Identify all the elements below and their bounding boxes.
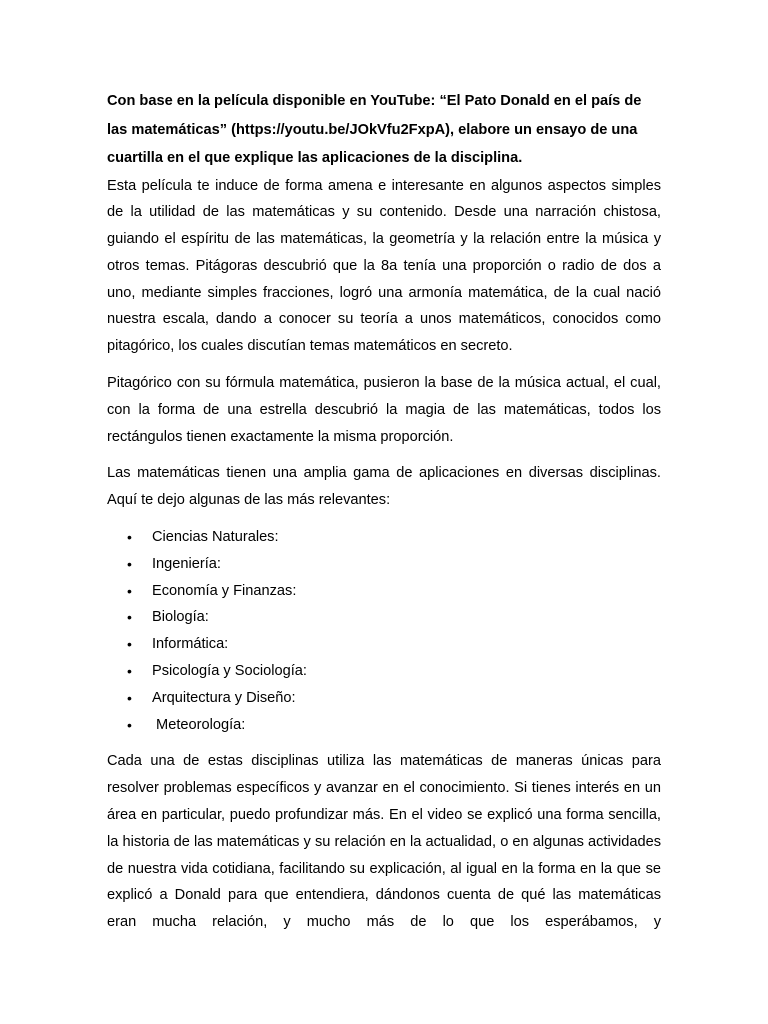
- bullet-icon: •: [127, 663, 132, 680]
- list-item-label: Biología:: [152, 609, 209, 626]
- paragraph-1: Esta película te induce de forma amena e interesante en algunos aspectos simples de la utilidad de las matemáticas y su contenido. Desde una narración chistosa, guiando el espíritu de las matemáticas, la geometría y la relación entre la música y otros temas. Pitágoras descubrió que la 8a tenía una proporción o radio de dos a uno, mediante simples fracciones, logró una armonía matemática, de la cual nació nuestra escala, dando a conocer su teoría a unos matemáticos, conocidos como pitagórico, los cuales discutían temas matemáticos en secreto.: [107, 177, 661, 355]
- list-item: [107, 578, 661, 605]
- list-item-label: Psicología y Sociología:: [152, 663, 307, 680]
- list-item-label: Economía y Finanzas:: [152, 582, 297, 599]
- list-item-label: Ciencias Naturales:: [152, 529, 279, 546]
- list-item-label: Meteorología:: [152, 716, 246, 733]
- bullet-icon: •: [127, 555, 132, 572]
- disciplines-list: [107, 524, 661, 738]
- list-item: [107, 551, 661, 578]
- bullet-icon: •: [127, 716, 132, 733]
- document-page: [107, 87, 661, 946]
- list-item: [107, 604, 661, 631]
- list-item: [107, 712, 661, 739]
- list-item-label: Arquitectura y Diseño:: [152, 689, 296, 706]
- list-item: [107, 524, 661, 551]
- list-item: [107, 631, 661, 658]
- paragraph-2: Pitagórico con su fórmula matemática, pusieron la base de la música actual, el cual, con la forma de una estrella descubrió la magia de las matemáticas, todos los rectángulos tienen exactamente la misma proporción.: [107, 375, 661, 445]
- bullet-icon: •: [127, 529, 132, 546]
- list-item: [107, 685, 661, 712]
- bullet-icon: •: [127, 689, 132, 706]
- list-item-label: Informática:: [152, 636, 229, 653]
- list-item: [107, 658, 661, 685]
- list-item-label: Ingeniería:: [152, 555, 221, 572]
- bullet-icon: •: [127, 636, 132, 653]
- paragraph-3: Las matemáticas tienen una amplia gama de aplicaciones en diversas disciplinas. Aquí te dejo algunas de las más relevantes:: [107, 465, 661, 509]
- closing-paragraph: Cada una de estas disciplinas utiliza las matemáticas de maneras únicas para resolver problemas específicos y avanzar en el conocimiento. Si tienes interés en un área en particular, puedo profundizar más. En el video se explicó una forma sencilla, la historia de las matemáticas y su relación en la actualidad, o en algunas actividades de nuestra vida cotidiana, facilitando su explicación, al igual en la forma en la que se explicó a Donald para que entendiera, dándonos cuenta de qué las matemáticas eran mucha relación, y mucho más de lo que los esperábamos, y: [107, 753, 661, 931]
- bullet-icon: •: [127, 609, 132, 626]
- assignment-heading: Con base en la película disponible en YouTube: “El Pato Donald en el país de las matemáticas” (https://youtu.be/JOkVfu2FxpA), elabore un ensayo de una cuartilla en el que explique las aplicaciones de la disciplina.: [107, 93, 642, 166]
- bullet-icon: •: [127, 582, 132, 599]
